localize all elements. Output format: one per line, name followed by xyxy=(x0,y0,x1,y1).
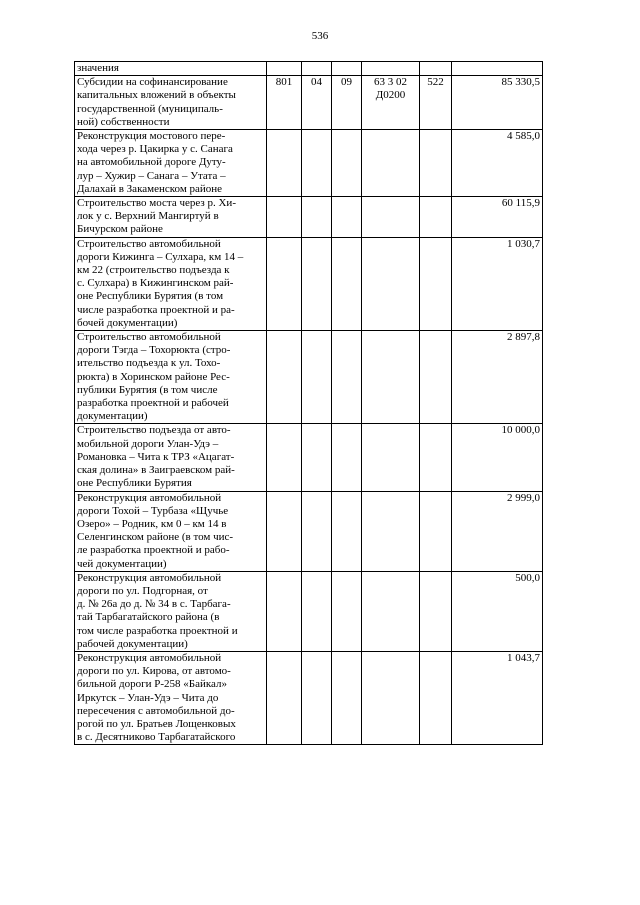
cell-target-code: 63 3 02 Д0200 xyxy=(362,76,420,130)
cell-expense-type-code xyxy=(420,331,452,424)
cell-name: Реконструкция автомобильной дороги Тохой – Турбаза «Щучье Озеро» – Родник, км 0 – км 14 в Селенгинском районе (в том чис- ле разработка проектной и рабо- чей документации) xyxy=(75,491,267,571)
cell-subsection-code xyxy=(332,651,362,744)
table-row xyxy=(75,571,543,651)
cell-section-code xyxy=(302,571,332,651)
cell-section-code xyxy=(302,651,332,744)
cell-ministry-code xyxy=(267,491,302,571)
cell-target-code xyxy=(362,130,420,197)
cell-name: Строительство автомобильной дороги Тэгда – Тохорюкта (стро- ительство подъезда к ул. Тохо- рюкта) в Хоринском районе Рес- публики Бурятия (в том числе разработка проектной и рабочей документации) xyxy=(75,331,267,424)
cell-section-code: 04 xyxy=(302,76,332,130)
cell-amount: 500,0 xyxy=(452,571,543,651)
table-row xyxy=(75,130,543,197)
cell-expense-type-code xyxy=(420,424,452,491)
cell-amount: 1 030,7 xyxy=(452,237,543,330)
cell-ministry-code xyxy=(267,197,302,238)
cell-amount: 10 000,0 xyxy=(452,424,543,491)
cell-section-code xyxy=(302,197,332,238)
cell-amount: 60 115,9 xyxy=(452,197,543,238)
cell-name: Реконструкция автомобильной дороги по ул. Кирова, от автомо- бильной дороги Р-258 «Байкал» Иркутск – Улан-Удэ – Чита до пересечения с автомобильной до- рогой по ул. Братьев Лощенковых в с. Десятниково Тарбагатайского xyxy=(75,651,267,744)
cell-ministry-code xyxy=(267,424,302,491)
table-row xyxy=(75,331,543,424)
cell-subsection-code xyxy=(332,331,362,424)
cell-name: Строительство автомобильной дороги Кижинга – Сулхара, км 14 – км 22 (строительство подъезда к с. Сулхара) в Кижингинском рай- оне Республики Бурятия (в том числе разработка проектной и ра- бочей документации) xyxy=(75,237,267,330)
cell-section-code xyxy=(302,237,332,330)
cell-subsection-code xyxy=(332,571,362,651)
cell-amount: 4 585,0 xyxy=(452,130,543,197)
cell-subsection-code xyxy=(332,197,362,238)
cell-expense-type-code: 522 xyxy=(420,76,452,130)
table-row xyxy=(75,651,543,744)
cell-amount: 1 043,7 xyxy=(452,651,543,744)
cell-target-code xyxy=(362,424,420,491)
table-row xyxy=(75,237,543,330)
cell-expense-type-code xyxy=(420,130,452,197)
cell-expense-type-code xyxy=(420,237,452,330)
cell-subsection-code xyxy=(332,62,362,76)
cell-section-code xyxy=(302,130,332,197)
cell-target-code xyxy=(362,197,420,238)
cell-name: Реконструкция мостового пере- хода через р. Цакирка у с. Санага на автомобильной дороге Дуту- лур – Хужир – Санага – Утата – Далахай в Закаменском районе xyxy=(75,130,267,197)
cell-ministry-code xyxy=(267,651,302,744)
table-row xyxy=(75,62,543,76)
cell-ministry-code xyxy=(267,130,302,197)
table-row xyxy=(75,424,543,491)
page-number: 536 xyxy=(311,30,329,42)
table-row xyxy=(75,197,543,238)
cell-subsection-code xyxy=(332,130,362,197)
cell-target-code xyxy=(362,491,420,571)
cell-subsection-code xyxy=(332,424,362,491)
cell-name: Реконструкция автомобильной дороги по ул. Подгорная, от д. № 26а до д. № 34 в с. Тарбага- тай Тарбагатайского района (в том числе разработка проектной и рабочей документации) xyxy=(75,571,267,651)
cell-section-code xyxy=(302,62,332,76)
cell-subsection-code xyxy=(332,237,362,330)
cell-expense-type-code xyxy=(420,62,452,76)
cell-amount xyxy=(452,62,543,76)
cell-ministry-code xyxy=(267,237,302,330)
cell-amount: 2 999,0 xyxy=(452,491,543,571)
cell-ministry-code xyxy=(267,331,302,424)
cell-section-code xyxy=(302,424,332,491)
cell-target-code xyxy=(362,331,420,424)
cell-target-code xyxy=(362,651,420,744)
cell-target-code xyxy=(362,237,420,330)
cell-expense-type-code xyxy=(420,651,452,744)
cell-expense-type-code xyxy=(420,571,452,651)
cell-section-code xyxy=(302,491,332,571)
cell-name: Строительство моста через р. Хи- лок у с. Верхний Мангиртуй в Бичурском районе xyxy=(75,197,267,238)
budget-table xyxy=(74,61,543,745)
cell-name: Строительство подъезда от авто- мобильной дороги Улан-Удэ – Романовка – Чита к ТРЗ «Ацагат- ская долина» в Заиграевском рай- оне Республики Бурятия xyxy=(75,424,267,491)
cell-ministry-code xyxy=(267,62,302,76)
cell-target-code xyxy=(362,571,420,651)
cell-expense-type-code xyxy=(420,491,452,571)
table-row xyxy=(75,76,543,130)
cell-ministry-code: 801 xyxy=(267,76,302,130)
cell-expense-type-code xyxy=(420,197,452,238)
cell-ministry-code xyxy=(267,571,302,651)
cell-name: Субсидии на софинансирование капитальных вложений в объекты государственной (муниципаль- ной) собственности xyxy=(75,76,267,130)
cell-target-code xyxy=(362,62,420,76)
cell-subsection-code: 09 xyxy=(332,76,362,130)
cell-section-code xyxy=(302,331,332,424)
cell-name: значения xyxy=(75,62,267,76)
cell-amount: 2 897,8 xyxy=(452,331,543,424)
cell-amount: 85 330,5 xyxy=(452,76,543,130)
cell-subsection-code xyxy=(332,491,362,571)
table-row xyxy=(75,491,543,571)
